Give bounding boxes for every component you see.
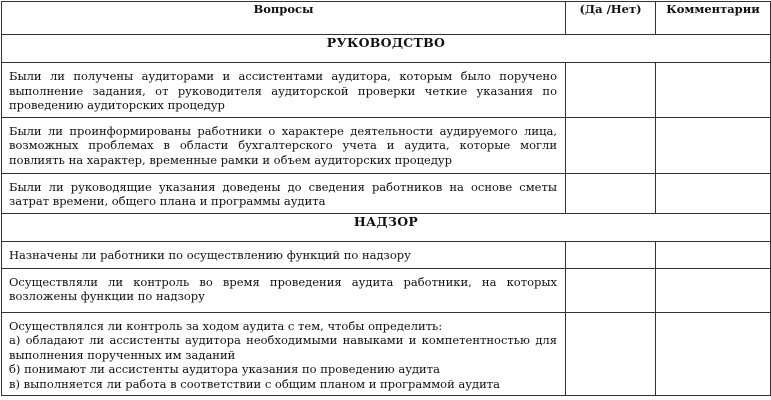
yes-no-cell[interactable] — [566, 173, 656, 213]
question-text: Осуществляли ли контроль во время проведения аудита работники, на которых возложены функции по надзору — [2, 268, 566, 312]
section-title: НАДЗОР — [2, 213, 771, 241]
comment-cell[interactable] — [656, 117, 771, 173]
yes-no-cell[interactable] — [566, 312, 656, 396]
yes-no-cell[interactable] — [566, 63, 656, 118]
comment-cell[interactable] — [656, 173, 771, 213]
header-comments: Комментарии — [656, 2, 771, 35]
question-subitem: в) выполняется ли работа в соответствии с общим планом и программой аудита — [9, 376, 500, 391]
header-yes-no: (Да /Нет) — [566, 2, 656, 35]
yes-no-cell[interactable] — [566, 117, 656, 173]
question-text: Были ли получены аудиторами и ассистентами аудитора, которым было поручено выполнение задания, от руководителя аудиторской проверки четкие указания по проведению аудиторских процедур — [2, 63, 566, 118]
table-row — [2, 117, 771, 173]
question-subitem: б) понимают ли ассистенты аудитора указания по проведению аудита — [9, 362, 440, 376]
header-questions: Вопросы — [2, 2, 566, 35]
yes-no-cell[interactable] — [566, 268, 656, 312]
table-row — [2, 63, 771, 118]
section-row-supervision — [2, 213, 771, 241]
table-row — [2, 173, 771, 213]
question-subitem: а) обладают ли ассистенты аудитора необходимыми навыками и компетентностью для выполнения порученных им заданий — [9, 333, 557, 362]
comment-cell[interactable] — [656, 241, 771, 268]
question-multi — [2, 312, 566, 396]
question-text: Назначены ли работники по осуществлению функций по надзору — [2, 241, 566, 268]
question-text: Были ли руководящие указания доведены до сведения работников на основе сметы затрат времени, общего плана и программы аудита — [2, 173, 566, 213]
comment-cell[interactable] — [656, 63, 771, 118]
question-text: Были ли проинформированы работники о характере деятельности аудируемого лица, возможных проблемах в области бухгалтерского учета и аудита, которые могли повлиять на характер, временные рамки и объем аудиторских процедур — [2, 117, 566, 173]
table-header-row — [2, 2, 771, 35]
section-row-guidance — [2, 35, 771, 63]
table-row — [2, 268, 771, 312]
yes-no-cell[interactable] — [566, 241, 656, 268]
comment-cell[interactable] — [656, 312, 771, 396]
audit-checklist-table — [1, 1, 771, 396]
section-title: РУКОВОДСТВО — [2, 35, 771, 63]
comment-cell[interactable] — [656, 268, 771, 312]
table-row — [2, 312, 771, 396]
table-row — [2, 241, 771, 268]
question-text: Осуществлялся ли контроль за ходом аудита с тем, чтобы определить: — [9, 318, 443, 333]
